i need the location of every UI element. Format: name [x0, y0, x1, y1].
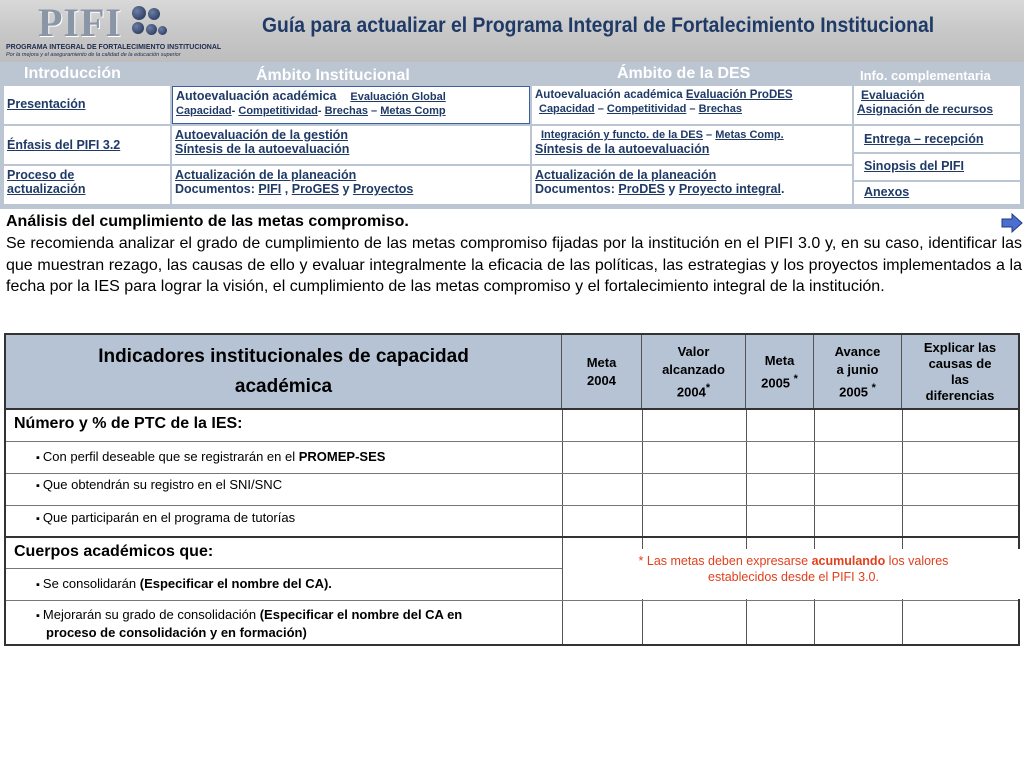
- analysis-section: [0, 208, 1024, 327]
- des-documentos-label: Documentos:: [535, 182, 615, 196]
- des-brechas-link[interactable]: Brechas: [698, 103, 743, 115]
- separator: –: [706, 129, 713, 141]
- logo-sphere-icon: [146, 24, 157, 35]
- inst-documentos-label: Documentos:: [175, 182, 255, 196]
- table-row: [36, 449, 385, 464]
- navigation-grid: [0, 62, 1024, 208]
- grid-line: [6, 536, 1018, 538]
- header-valor-alcanzado: [642, 335, 746, 409]
- separator: –: [689, 103, 696, 115]
- des-integracion-link[interactable]: Integración y functo. de la DES: [541, 129, 703, 141]
- nav-des-planeacion[interactable]: [532, 166, 852, 204]
- inst-evaluacion-global-link[interactable]: Evaluación Global: [350, 91, 446, 103]
- grid-line: [746, 409, 747, 644]
- info-anexos-link[interactable]: Anexos: [864, 185, 910, 199]
- des-actualizacion-planeacion-link[interactable]: Actualización de la planeación: [535, 168, 717, 182]
- row-text-bold: (Especificar el nombre del CA).: [139, 576, 332, 591]
- asterisk-mark: *: [871, 381, 876, 394]
- row-text-continuation: [46, 625, 307, 640]
- header-explicar-line1: Explicar las: [923, 340, 997, 355]
- header-explicar-line3: las: [950, 372, 970, 387]
- inst-metas-comp-link[interactable]: Metas Comp: [380, 105, 446, 117]
- logo-sphere-icon: [132, 6, 146, 20]
- grid-line: [6, 473, 1018, 474]
- header-avance-junio: [814, 335, 902, 409]
- inst-capacidad-link[interactable]: Capacidad: [176, 105, 232, 117]
- page-title: Guía para actualizar el Programa Integral de Fortalecimiento Institucional: [262, 14, 935, 37]
- indicators-table: [4, 333, 1020, 646]
- nav-inst-autoevaluacion[interactable]: [172, 86, 530, 124]
- group-ca-title: Cuerpos académicos que:: [14, 543, 214, 560]
- header-indicadores: [6, 335, 562, 409]
- des-capacidad-link[interactable]: Capacidad: [539, 103, 595, 115]
- section-introduccion[interactable]: Introducción: [24, 65, 121, 82]
- row-text-bold: (Especificar el nombre del CA en: [259, 607, 463, 622]
- header-explicar-line4: diferencias: [925, 388, 995, 403]
- inst-autoevaluacion-gestion-link[interactable]: Autoevaluación de la gestión: [175, 128, 348, 142]
- note-text: los valores: [885, 554, 949, 568]
- section-ambito-institucional[interactable]: Ámbito Institucional: [256, 67, 410, 84]
- header-indicadores-line2: académica: [234, 376, 333, 397]
- header-explicar-causas: [902, 335, 1018, 409]
- table-row: [36, 477, 282, 492]
- header-meta-2004-line1: Meta: [586, 355, 617, 370]
- nav-evaluacion-asignacion[interactable]: [854, 86, 1020, 124]
- logo-sphere-icon: [132, 22, 144, 34]
- logo-wordmark: PIFI: [38, 0, 122, 45]
- separator: –: [597, 103, 604, 115]
- row-text: Con perfil deseable que se registrarán en el: [42, 449, 299, 464]
- des-proyecto-integral-link[interactable]: Proyecto integral: [678, 182, 781, 196]
- inst-brechas-link[interactable]: Brechas: [324, 105, 368, 117]
- header-meta-2005: [746, 335, 814, 409]
- inst-competitividad-link[interactable]: Competitividad: [238, 105, 318, 117]
- des-metas-comp-link[interactable]: Metas Comp.: [715, 129, 784, 141]
- nav-entrega-recepcion[interactable]: [854, 126, 1020, 152]
- grid-line: [6, 600, 1018, 601]
- analysis-body: Se recomienda analizar el grado de cumplimiento de las metas compromiso fijadas por la institución en el PIFI 3.0 y, en su caso, identificar las que muestran rezago, las causas de ello y evaluar integralmente la eficacia de las políticas, las estrategias y los proyectos implementados a la fecha por la IES para lograr la visión, el cumplimiento de las metas compromiso y el fortalecimiento integral de la institución.: [6, 235, 1022, 295]
- nav-enfasis-label: Énfasis del PIFI 3.2: [7, 138, 121, 152]
- section-ambito-des[interactable]: Ámbito de la DES: [617, 65, 751, 82]
- des-autoevaluacion-academica: Autoevaluación académica: [535, 89, 683, 101]
- inst-proyectos-link[interactable]: Proyectos: [352, 182, 414, 196]
- note-text-line2: establecidos desde el PIFI 3.0.: [708, 570, 879, 584]
- header-explicar-line2: causas de: [928, 356, 992, 371]
- des-evaluacion-prodes-link[interactable]: Evaluación ProDES: [685, 89, 793, 101]
- separator: –: [371, 105, 378, 117]
- nav-enfasis[interactable]: [4, 126, 170, 164]
- nav-inst-planeacion[interactable]: [172, 166, 530, 204]
- asterisk-mark: *: [705, 381, 711, 394]
- row-text: Se consolidarán: [42, 576, 140, 591]
- des-sintesis-link[interactable]: Síntesis de la autoevaluación: [535, 142, 710, 156]
- note-text: * Las metas deben expresarse: [638, 554, 812, 568]
- row-text: Que participarán en el programa de tutorías: [42, 510, 296, 525]
- separator: -: [317, 105, 322, 117]
- section-info-complementaria[interactable]: Info. complementaria: [860, 68, 991, 83]
- nav-sinopsis[interactable]: [854, 154, 1020, 180]
- analysis-title: Análisis del cumplimiento de las metas compromiso.: [6, 213, 409, 230]
- grid-line: [814, 409, 815, 644]
- separator: .: [780, 182, 785, 196]
- nav-presentacion-label: Presentación: [7, 97, 86, 111]
- des-prodes-link[interactable]: ProDES: [618, 182, 665, 196]
- nav-proceso-label-1: Proceso de: [7, 168, 75, 182]
- metas-note: [566, 549, 1021, 599]
- logo-sphere-icon: [148, 8, 160, 20]
- grid-line: [6, 441, 1018, 442]
- header-valor-line3: 2004: [676, 384, 706, 400]
- nav-presentacion[interactable]: [4, 86, 170, 124]
- header-meta-2005-line1: Meta: [764, 352, 795, 368]
- nav-anexos[interactable]: [854, 182, 1020, 204]
- row-text: Mejorarán su grado de consolidación: [42, 607, 260, 622]
- inst-actualizacion-planeacion-link[interactable]: Actualización de la planeación: [175, 168, 357, 182]
- inst-autoevaluacion-academica: Autoevaluación académica: [176, 89, 337, 103]
- separator: ,: [284, 182, 289, 196]
- arrow-right-icon[interactable]: [1001, 213, 1023, 233]
- header-meta-2004: [562, 335, 642, 409]
- nav-des-autoevaluacion[interactable]: [532, 86, 852, 124]
- nav-des-integracion[interactable]: [532, 126, 852, 164]
- nav-inst-gestion[interactable]: [172, 126, 530, 164]
- info-evaluacion-link[interactable]: Evaluación: [861, 88, 925, 102]
- logo-tagline: Por la mejora y el aseguramiento de la calidad de la educación superior: [6, 52, 181, 58]
- asterisk-mark: *: [793, 372, 798, 385]
- table-row: [36, 510, 295, 525]
- inst-proges-link[interactable]: ProGES: [291, 182, 339, 196]
- table-row: [36, 607, 462, 622]
- info-sinopsis-link[interactable]: Sinopsis del PIFI: [864, 159, 965, 173]
- des-competitividad-link[interactable]: Competitividad: [606, 103, 687, 115]
- header-avance-line2: a junio: [836, 361, 879, 377]
- header-meta-2005-line2: 2005: [761, 375, 791, 391]
- page-header: [0, 0, 1024, 62]
- info-asignacion-link[interactable]: Asignación de recursos: [857, 102, 994, 116]
- logo-sphere-icon: [158, 26, 167, 35]
- separator: y: [342, 182, 350, 196]
- row-text-bold: PROMEP-SES: [298, 449, 386, 464]
- separator: -: [231, 105, 236, 117]
- grid-line: [642, 409, 643, 644]
- nav-proceso-actualizacion[interactable]: [4, 166, 170, 204]
- inst-sintesis-link[interactable]: Síntesis de la autoevaluación: [175, 142, 350, 156]
- table-row: [36, 576, 332, 591]
- logo-subtitle: PROGRAMA INTEGRAL DE FORTALECIMIENTO INSTITUCIONAL: [6, 44, 222, 51]
- group-ptc-title: Número y % de PTC de la IES:: [14, 415, 243, 432]
- note-text-bold: acumulando: [811, 554, 886, 568]
- nav-proceso-label-2: actualización: [7, 182, 86, 196]
- header-avance-line3: 2005: [839, 384, 869, 400]
- header-avance-line1: Avance: [834, 343, 881, 359]
- row-text: Que obtendrán su registro en el SNI/SNC: [42, 477, 283, 492]
- row-text-bold: proceso de consolidación y en formación): [46, 625, 307, 640]
- header-valor-line1: Valor: [677, 343, 710, 359]
- grid-line: [6, 505, 1018, 506]
- pifi-logo: [4, 0, 222, 60]
- header-indicadores-line1: Indicadores institucionales de capacidad: [98, 346, 469, 367]
- separator: y: [668, 182, 676, 196]
- grid-line: [6, 408, 1018, 410]
- grid-line: [562, 409, 563, 644]
- info-entrega-link[interactable]: Entrega – recepción: [864, 132, 984, 146]
- grid-line: [6, 568, 562, 569]
- grid-line: [902, 409, 903, 644]
- inst-pifi-link[interactable]: PIFI: [258, 182, 282, 196]
- header-meta-2004-line2: 2004: [587, 373, 616, 388]
- header-valor-line2: alcanzado: [662, 361, 725, 377]
